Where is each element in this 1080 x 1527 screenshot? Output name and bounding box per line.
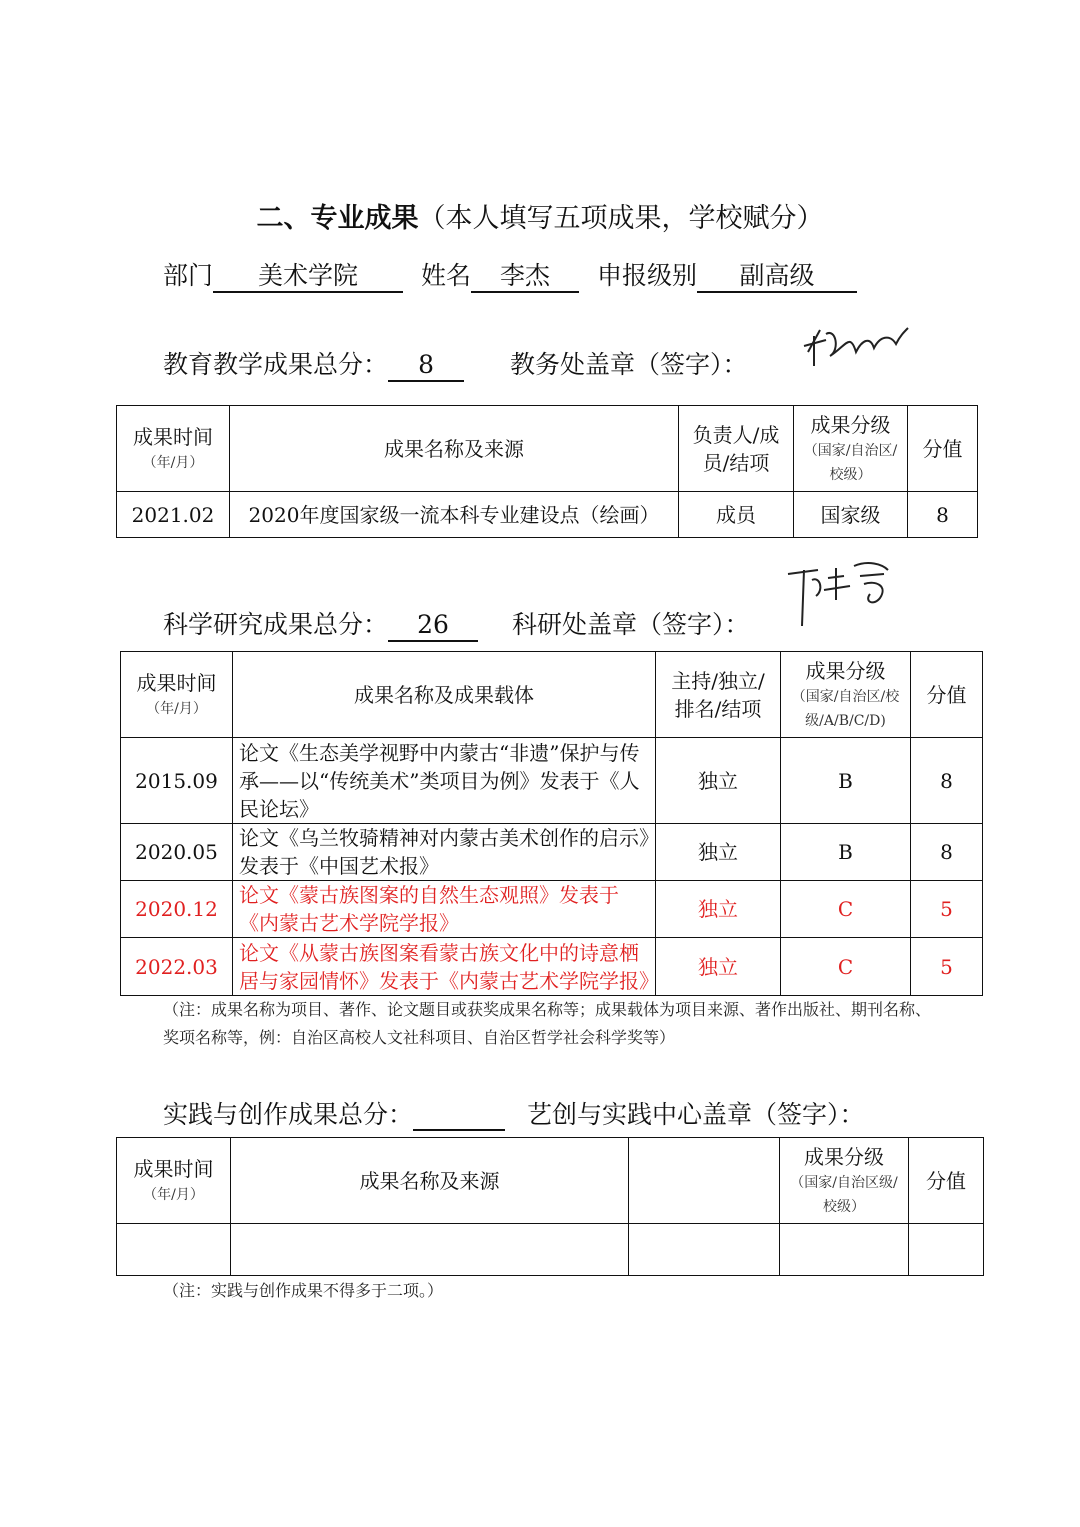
level-label: 申报级别 bbox=[596, 261, 697, 290]
table-header-row bbox=[117, 1138, 984, 1224]
cell-role: 成员 bbox=[679, 492, 794, 538]
cell-score: 8 bbox=[908, 492, 978, 538]
research-total-value: 26 bbox=[388, 610, 478, 642]
header-score: 分值 bbox=[909, 1138, 984, 1224]
section-title bbox=[0, 196, 1080, 235]
header-time: 成果时间 （年/月） bbox=[117, 1138, 231, 1224]
section-title-main: 二、专业成果 bbox=[256, 203, 419, 234]
cell-grade: B bbox=[781, 824, 911, 881]
research-note: （注：成果名称为项目、著作、论文题目或获奖成果名称等；成果载体为项目来源、著作出版社、期刊名称、奖项名称等，例：自治区高校人文社科项目、自治区哲学社会科学奖等） bbox=[163, 1000, 932, 1047]
practice-stamp-label: 艺创与实践中心盖章（签字）： bbox=[526, 1100, 865, 1129]
research-table bbox=[120, 651, 983, 996]
cell-name: 2020年度国家级一流本科专业建设点（绘画） bbox=[230, 492, 679, 538]
cell-time bbox=[117, 1224, 231, 1276]
cell-name: 论文《乌兰牧骑精神对内蒙古美术创作的启示》发表于《中国艺术报》 bbox=[233, 824, 656, 881]
header-grade: 成果分级 （国家/自治区级/校级） bbox=[780, 1138, 909, 1224]
practice-total bbox=[163, 1095, 864, 1131]
cell-role: 独立 bbox=[656, 938, 781, 996]
cell-grade: B bbox=[781, 738, 911, 824]
cell-time: 2020.12 bbox=[121, 881, 233, 938]
table-header-row bbox=[121, 652, 983, 738]
cell-grade: 国家级 bbox=[794, 492, 908, 538]
cell-grade: C bbox=[781, 881, 911, 938]
cell-grade: C bbox=[781, 938, 911, 996]
teaching-stamp-label: 教务处盖章（签字）： bbox=[509, 350, 748, 379]
header-time: 成果时间 （年/月） bbox=[117, 406, 230, 492]
cell-name bbox=[231, 1224, 629, 1276]
cell-score: 8 bbox=[911, 824, 983, 881]
cell-time: 2020.05 bbox=[121, 824, 233, 881]
research-total bbox=[163, 605, 749, 642]
table-row bbox=[121, 938, 983, 996]
table-row bbox=[121, 824, 983, 881]
level-value: 副高级 bbox=[697, 261, 857, 293]
cell-name: 论文《生态美学视野中内蒙古“非遗”保护与传承——以“传统美术”类项目为例》发表于《人民论坛》 bbox=[233, 738, 656, 824]
teaching-total-value: 8 bbox=[388, 350, 464, 382]
header-time: 成果时间 （年/月） bbox=[121, 652, 233, 738]
teaching-signature bbox=[800, 322, 912, 370]
cell-score: 8 bbox=[911, 738, 983, 824]
teaching-total-label: 教育教学成果总分： bbox=[163, 350, 389, 379]
teaching-table bbox=[116, 405, 978, 538]
teaching-total bbox=[163, 345, 747, 382]
header-role: 主持/独立/排名/结项 bbox=[656, 652, 781, 738]
table-row bbox=[121, 881, 983, 938]
research-total-label: 科学研究成果总分： bbox=[163, 610, 389, 639]
table-header-row bbox=[117, 406, 978, 492]
header-name: 成果名称及成果载体 bbox=[233, 652, 656, 738]
dept-label: 部门 bbox=[163, 261, 214, 290]
dept-value: 美术学院 bbox=[213, 261, 403, 293]
header-grade: 成果分级 （国家/自治区/校级/A/B/C/D) bbox=[781, 652, 911, 738]
cell-role bbox=[629, 1224, 780, 1276]
cell-role: 独立 bbox=[656, 738, 781, 824]
table-row bbox=[121, 738, 983, 824]
header-role: 负责人/成员/结项 bbox=[679, 406, 794, 492]
research-stamp-label: 科研处盖章（签字）： bbox=[511, 610, 750, 639]
header-name: 成果名称及来源 bbox=[230, 406, 679, 492]
cell-role: 独立 bbox=[656, 881, 781, 938]
cell-score: 5 bbox=[911, 881, 983, 938]
applicant-info bbox=[163, 256, 857, 293]
table-row bbox=[117, 1224, 984, 1276]
cell-time: 2021.02 bbox=[117, 492, 230, 538]
section-title-note: （本人填写五项成果，学校赋分） bbox=[418, 203, 824, 234]
name-value: 李杰 bbox=[471, 261, 579, 293]
cell-time: 2015.09 bbox=[121, 738, 233, 824]
table-row bbox=[117, 492, 978, 538]
practice-table bbox=[116, 1137, 984, 1276]
header-score: 分值 bbox=[908, 406, 978, 492]
cell-time: 2022.03 bbox=[121, 938, 233, 996]
practice-total-value bbox=[413, 1099, 505, 1131]
practice-total-label: 实践与创作成果总分： bbox=[163, 1100, 414, 1129]
header-grade: 成果分级 （国家/自治区/校级） bbox=[794, 406, 908, 492]
header-score: 分值 bbox=[911, 652, 983, 738]
header-role bbox=[629, 1138, 780, 1224]
cell-name: 论文《蒙古族图案的自然生态观照》发表于《内蒙古艺术学院学报》 bbox=[233, 881, 656, 938]
header-name: 成果名称及来源 bbox=[231, 1138, 629, 1224]
cell-role: 独立 bbox=[656, 824, 781, 881]
cell-score bbox=[909, 1224, 984, 1276]
cell-grade bbox=[780, 1224, 909, 1276]
research-signature bbox=[784, 556, 904, 628]
practice-note: （注：实践与创作成果不得多于二项。） bbox=[163, 1281, 444, 1300]
cell-score: 5 bbox=[911, 938, 983, 996]
name-label: 姓名 bbox=[420, 261, 471, 290]
cell-name: 论文《从蒙古族图案看蒙古族文化中的诗意栖居与家园情怀》发表于《内蒙古艺术学院学报》 bbox=[233, 938, 656, 996]
